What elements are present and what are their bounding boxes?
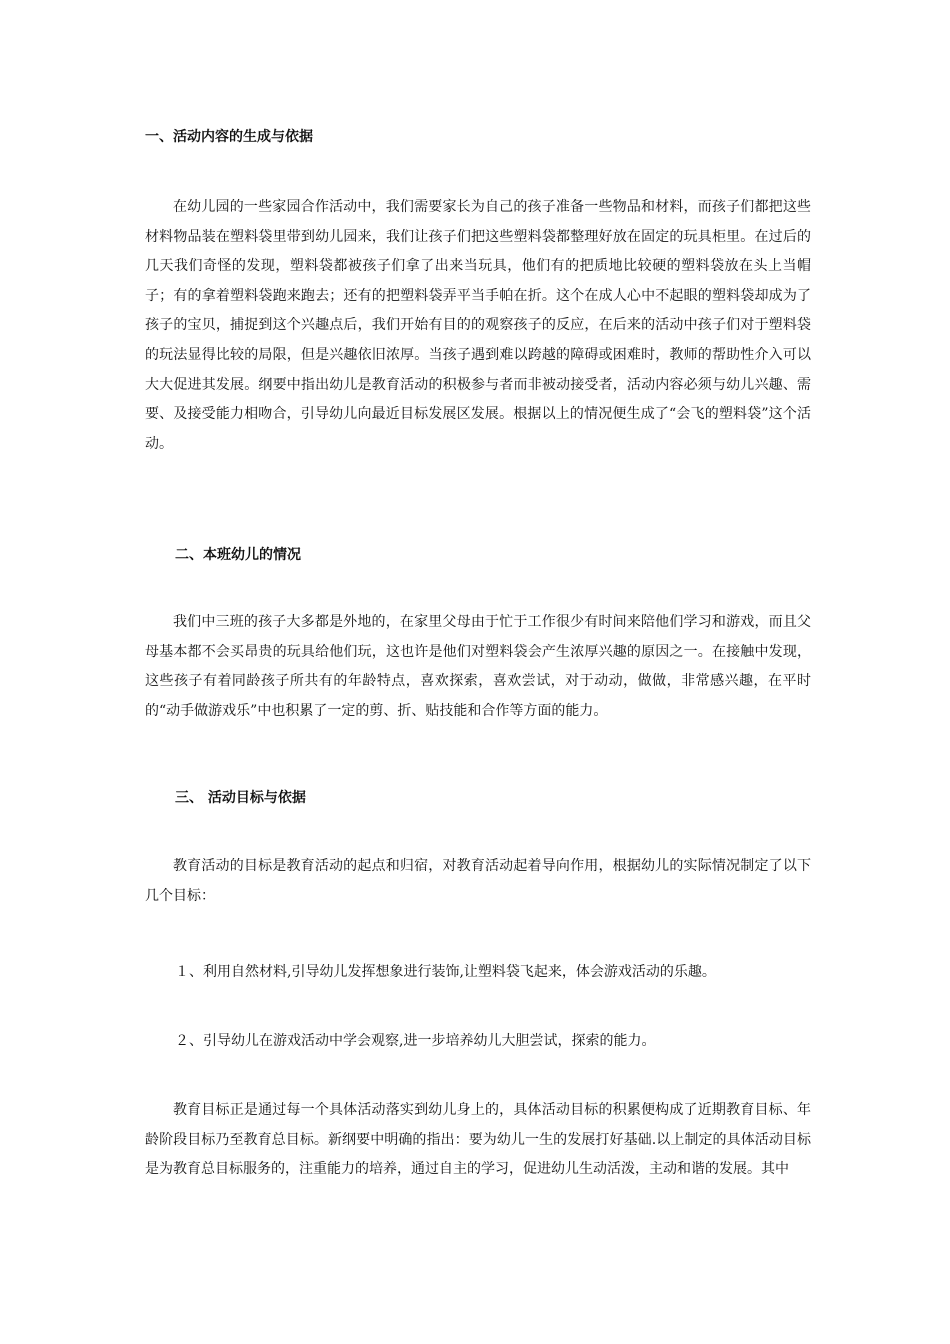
section-3-closing: 教育目标正是通过每一个具体活动落实到幼儿身上的，具体活动目标的积累便构成了近期教育目标、年龄阶段目标乃至教育总目标。新纲要中明确的指出：要为幼儿一生的发展打好基础.以上制定的具体活动目标是为教育总目标服务的，注重能力的培养，通过自主的学习，促进幼儿生动活泼，主动和谐的发展。其中	[145, 1102, 811, 1178]
section-3-heading: 三、 活动目标与依据	[175, 790, 306, 806]
section-1-paragraph: 在幼儿园的一些家园合作活动中，我们需要家长为自己的孩子准备一些物品和材料，而孩子们都把这些材料物品装在塑料袋里带到幼儿园来，我们让孩子们把这些塑料袋都整理好放在固定的玩具柜里。在过后的几天我们奇怪的发现，塑料袋都被孩子们拿了出来当玩具，他们有的把质地比较硬的塑料袋放在头上当帽子；有的拿着塑料袋跑来跑去；还有的把塑料袋弄平当手帕在折。这个在成人心中不起眼的塑料袋却成为了孩子的宝贝，捕捉到这个兴趣点后，我们开始有目的的观察孩子的反应，在后来的活动中孩子们对于塑料袋的玩法显得比较的局限，但是兴趣依旧浓厚。当孩子遇到难以跨越的障碍或困难时，教师的帮助性介入可以大大促进其发展。纲要中指出幼儿是教育活动的积极参与者而非被动接受者，活动内容必须与幼儿兴趣、需要、及接受能力相吻合，引导幼儿向最近目标发展区发展。根据以上的情况便生成了“会飞的塑料袋”这个活动。	[145, 199, 811, 452]
goal-item-1: １、利用自然材料,引导幼儿发挥想象进行装饰,让塑料袋飞起来，体会游戏活动的乐趣。	[175, 964, 716, 980]
section-2-paragraph: 我们中三班的孩子大多都是外地的，在家里父母由于忙于工作很少有时间来陪他们学习和游戏，而且父母基本都不会买昂贵的玩具给他们玩，这也许是他们对塑料袋会产生浓厚兴趣的原因之一。在接触中发现，这些孩子有着同龄孩子所共有的年龄特点，喜欢探索，喜欢尝试，对于动动，做做，非常感兴趣，在平时的“动手做游戏乐”中也积累了一定的剪、折、贴技能和合作等方面的能力。	[145, 614, 811, 719]
section-1-heading: 一、活动内容的生成与依据	[145, 129, 313, 145]
section-3-intro: 教育活动的目标是教育活动的起点和归宿，对教育活动起着导向作用，根据幼儿的实际情况制定了以下几个目标：	[145, 858, 811, 904]
section-2-heading: 二、本班幼儿的情况	[175, 547, 301, 563]
goal-item-2: ２、引导幼儿在游戏活动中学会观察,进一步培养幼儿大胆尝试，探索的能力。	[175, 1033, 656, 1049]
